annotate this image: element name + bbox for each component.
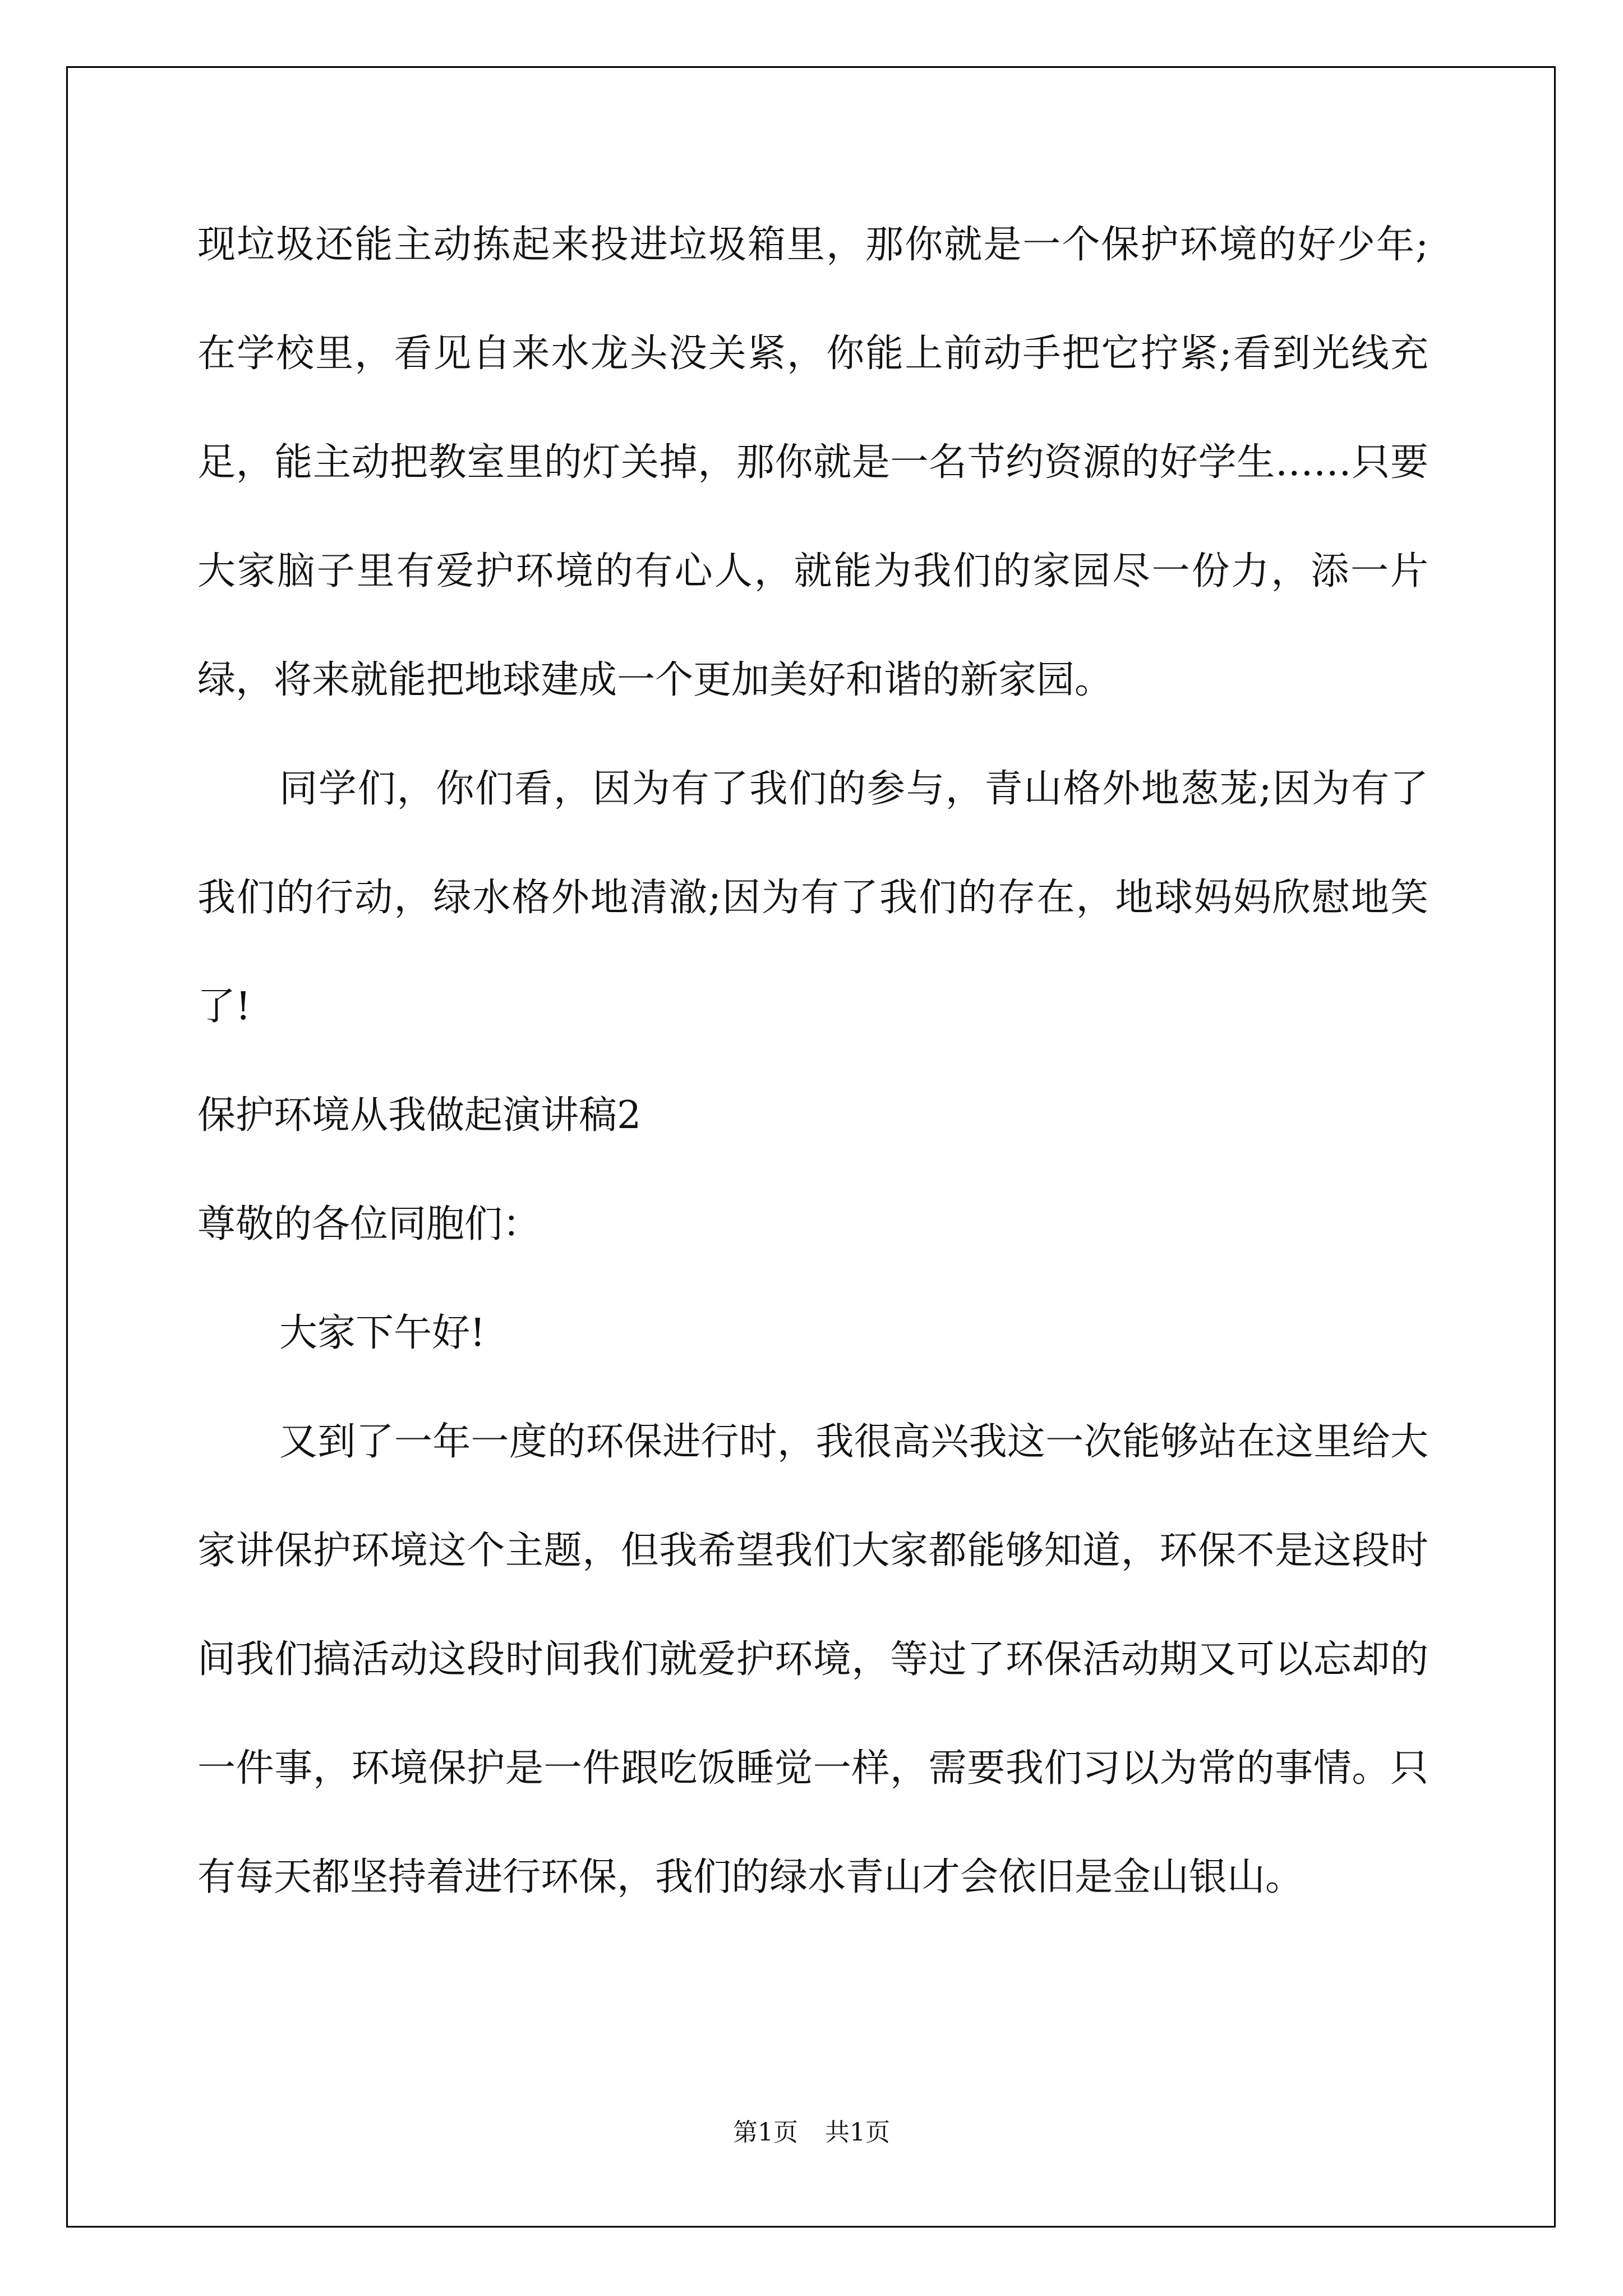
page-footer	[0, 2112, 1623, 2148]
page-total: 共1页	[825, 2118, 890, 2147]
paragraph-2: 同学们，你们看，因为有了我们的参与，青山格外地葱茏;因为有了我们的行动，绿水格外地清澈;因为有了我们的存在，地球妈妈欣慰地笑了!	[197, 767, 1428, 1029]
document-body	[197, 191, 1428, 1932]
salutation: 尊敬的各位同胞们：	[197, 1202, 541, 1246]
paragraph-3: 又到了一年一度的环保进行时，我很高兴我这一次能够站在这里给大家讲保护环境这个主题，但我希望我们大家都能够知道，环保不是这段时间我们搞活动这段时间我们就爱护环境，等过了环保活动期又可以忘却的一件事，环境保护是一件跟吃饭睡觉一样，需要我们习以为常的事情。只有每天都坚持着进行环保，我们的绿水青山才会依旧是金山银山。	[197, 1420, 1428, 1899]
paragraph-1: 现垃圾还能主动拣起来投进垃圾箱里，那你就是一个保护环境的好少年;在学校里，看见自来水龙头没关紧，你能上前动手把它拧紧;看到光线充足，能主动把教室里的灯关掉，那你就是一名节约资源的好学生……只要大家脑子里有爱护环境的有心人，就能为我们的家园尽一份力，添一片绿，将来就能把地球建成一个更加美好和谐的新家园。	[197, 223, 1428, 702]
page-number: 第1页	[733, 2118, 798, 2147]
greeting: 大家下午好!	[279, 1311, 486, 1355]
section-heading: 保护环境从我做起演讲稿2	[197, 1093, 642, 1138]
